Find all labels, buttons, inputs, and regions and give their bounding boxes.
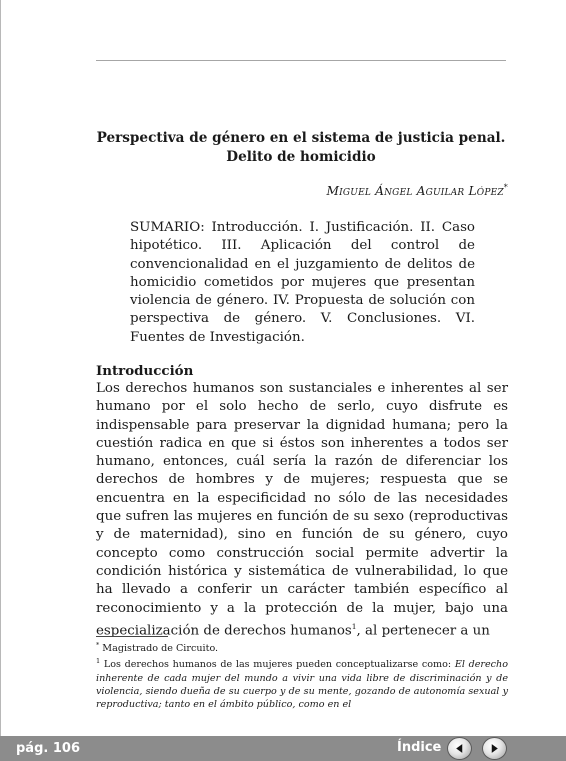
arrow-left-icon: [454, 743, 465, 754]
footnote-2-text: Los derechos humanos de las mujeres pueden conceptualizarse como:: [100, 659, 452, 671]
header-divider: [96, 60, 506, 61]
page-number: pág. 106: [16, 741, 80, 756]
document-title: [81, 129, 521, 167]
next-page-button[interactable]: [482, 737, 507, 760]
viewer-footer-bar: [0, 736, 566, 761]
section-heading: Introducción: [96, 363, 194, 379]
index-link[interactable]: Índice: [397, 740, 442, 755]
footnote-1: [96, 639, 508, 655]
title-line-2: Delito de homicidio: [226, 149, 376, 165]
footnote-2: [96, 655, 508, 711]
author-footnote-mark: *: [503, 183, 508, 192]
body-paragraph: [96, 380, 508, 641]
footnote-1-mark: *: [96, 641, 100, 649]
footnote-2-quote: El derecho inherente de cada mujer del mundo a vivir una vida libre de discriminación y de violencia, siendo dueña de su cuerpo y de su mente, gozando de autonomía sexual y reproductiva; tanto en el ámbito público, como en el: [96, 659, 508, 711]
footnote-1-text: Magistrado de Circuito.: [99, 643, 219, 655]
footnote-divider: [96, 636, 168, 637]
author-text: Miguel Ángel Aguilar López: [326, 184, 504, 199]
body-text-main: Los derechos humanos son sustanciales e inherentes al ser humano por el solo hecho de serlo, cuyo disfrute es indispensable para preservar la dignidad humana; pero la cuestión radica en que si éstos son inherentes a todos ser humano, entonces, cuál sería la razón de diferenciar los derechos de hombres y de mujeres; respuesta que se encuentra en la especificidad no sólo de las necesidades que sufren las mujeres en función de su sexo (reproductivas y de maternidad), sino en función de su género, cuyo concepto como construcción social permite advertir la condición histórica y sistemática de vulnerabilidad, lo que ha llevado a conferir un carácter también específico al reconocimiento y a la protección de la mujer, bajo una especialización de derechos humanos: [96, 381, 508, 639]
previous-page-button[interactable]: [447, 737, 472, 760]
footnote-ref: 1: [351, 621, 357, 631]
title-line-1: Perspectiva de género en el sistema de justicia penal.: [96, 130, 506, 146]
arrow-right-icon: [489, 743, 500, 754]
summary-paragraph: SUMARIO: Introducción. I. Justificación. II. Caso hipotético. III. Aplicación del control de convencionalidad en el juzgamiento de delitos de homicidio cometidos por mujeres que presentan violencia de género. IV. Propuesta de solución con perspectiva de género. V. Conclusiones. VI. Fuentes de Investigación.: [130, 220, 475, 345]
footnotes: [96, 639, 508, 711]
body-text-continued: , al pertenecer a un: [356, 623, 490, 639]
author-name: [326, 183, 508, 198]
footnote-2-mark: 1: [96, 657, 101, 666]
